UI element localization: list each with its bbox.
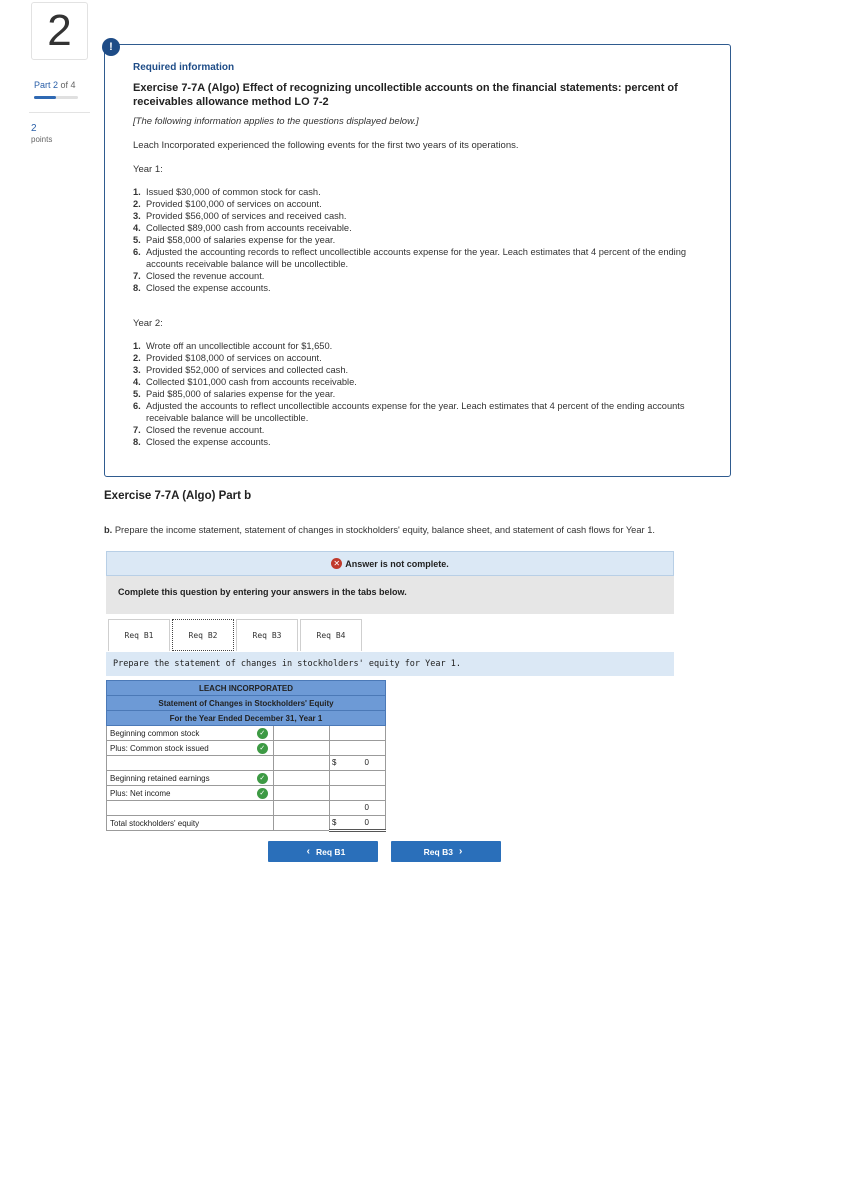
event-text: Collected $101,000 cash from accounts receivable.	[146, 377, 357, 387]
cs-issued-input[interactable]	[274, 741, 330, 756]
part-of: of 4	[60, 80, 76, 90]
year2-events	[133, 340, 708, 448]
total-equity	[330, 816, 386, 831]
points-label: points	[31, 135, 53, 144]
statement-period: For the Year Ended December 31, Year 1	[107, 711, 386, 726]
event-text: Closed the expense accounts.	[146, 437, 271, 447]
event-text: Collected $89,000 cash from accounts receivable.	[146, 223, 352, 233]
event-number: 2.	[133, 199, 141, 209]
part-instruction	[104, 525, 655, 535]
cs-subtotal	[330, 756, 386, 771]
event-item	[133, 376, 708, 388]
event-item	[133, 388, 708, 400]
event-item	[133, 364, 708, 376]
year1-events	[133, 186, 708, 294]
event-number: 2.	[133, 353, 141, 363]
event-number: 8.	[133, 283, 141, 293]
info-intro: Leach Incorporated experienced the following events for the first two years of its operations.	[133, 140, 519, 151]
tab-req-b2[interactable]: Req B2	[172, 619, 234, 651]
row-label-net-income[interactable]: Plus: Net income	[107, 786, 252, 801]
statement-company: LEACH INCORPORATED	[107, 681, 386, 696]
table-row	[107, 756, 386, 771]
row-label-blank[interactable]	[107, 801, 252, 816]
event-text: Paid $58,000 of salaries expense for the year.	[146, 235, 336, 245]
event-item	[133, 424, 708, 436]
panel-instruction: Prepare the statement of changes in stockholders' equity for Year 1.	[106, 652, 674, 676]
event-item	[133, 270, 708, 282]
table-row	[107, 741, 386, 756]
event-number: 4.	[133, 223, 141, 233]
event-text: Closed the expense accounts.	[146, 283, 271, 293]
event-number: 1.	[133, 187, 141, 197]
question-number: 2	[31, 2, 88, 60]
cs-subtotal-value: 0	[364, 758, 369, 767]
event-number: 7.	[133, 425, 141, 435]
event-item	[133, 186, 708, 198]
complete-message: Complete this question by entering your answers in the tabs below.	[106, 576, 674, 614]
part-progress-fill	[34, 96, 56, 99]
re-subtotal	[330, 801, 386, 816]
event-item	[133, 222, 708, 234]
total-equity-value: 0	[364, 818, 369, 827]
event-text: Provided $52,000 of services and collected cash.	[146, 365, 349, 375]
event-number: 5.	[133, 235, 141, 245]
beg-cs-input[interactable]	[274, 726, 330, 741]
event-number: 6.	[133, 247, 141, 257]
event-item	[133, 340, 708, 352]
table-row	[107, 801, 386, 816]
year1-label: Year 1:	[133, 164, 163, 175]
next-req-label: Req B3	[423, 846, 453, 857]
year2-label: Year 2:	[133, 318, 163, 329]
net-income-input[interactable]	[274, 786, 330, 801]
event-text: Wrote off an uncollectible account for $1,650.	[146, 341, 333, 351]
statement-name: Statement of Changes in Stockholders' Equity	[107, 696, 386, 711]
event-number: 6.	[133, 401, 141, 411]
points-value: 2	[31, 123, 37, 134]
exercise-title: Exercise 7-7A (Algo) Effect of recognizing uncollectible accounts on the financial statements: percent of receivables allowance method LO 7-2	[133, 82, 678, 108]
event-number: 4.	[133, 377, 141, 387]
prev-req-label: Req B1	[316, 846, 346, 857]
event-item	[133, 400, 708, 424]
event-item	[133, 436, 708, 448]
chevron-left-icon: ‹	[306, 846, 311, 857]
event-number: 5.	[133, 389, 141, 399]
dollar-sign: $	[332, 818, 337, 827]
info-note: [The following information applies to the questions displayed below.]	[133, 116, 419, 127]
table-row	[107, 816, 386, 831]
next-req-button[interactable]	[391, 841, 501, 862]
part-label: Part 2	[34, 80, 59, 90]
event-number: 3.	[133, 365, 141, 375]
re-subtotal-value: 0	[364, 803, 369, 812]
event-item	[133, 210, 708, 222]
dollar-sign: $	[332, 758, 337, 767]
event-text: Provided $56,000 of services and received cash.	[146, 211, 347, 221]
row-label-total: Total stockholders' equity	[107, 816, 252, 831]
check-icon: ✓	[257, 728, 268, 739]
chevron-right-icon: ›	[458, 846, 463, 857]
check-icon: ✓	[257, 743, 268, 754]
table-row	[107, 771, 386, 786]
required-info-heading: Required information	[133, 62, 235, 73]
prev-req-button[interactable]	[268, 841, 378, 862]
event-number: 7.	[133, 271, 141, 281]
event-text: Adjusted the accounting records to reflect uncollectible accounts expense for the year. Leach estimates that 4 percent of the ending accounts receivable balance will be uncollectible.	[146, 247, 687, 269]
event-text: Adjusted the accounts to reflect uncollectible accounts expense for the year. Leach estimates that 4 percent of the ending accounts receivable balance will be uncollectible.	[146, 401, 685, 423]
event-item	[133, 198, 708, 210]
beg-re-input[interactable]	[274, 771, 330, 786]
table-row	[107, 726, 386, 741]
alert-icon: !	[102, 38, 120, 56]
event-number: 1.	[133, 341, 141, 351]
answer-status-text: Answer is not complete.	[345, 558, 449, 569]
check-icon: ✓	[257, 788, 268, 799]
row-label-beg-cs[interactable]: Beginning common stock	[107, 726, 252, 741]
event-text: Issued $30,000 of common stock for cash.	[146, 187, 321, 197]
event-item	[133, 282, 708, 294]
event-item	[133, 246, 708, 270]
instruction-prefix: b.	[104, 525, 113, 535]
part-progress-bar	[34, 96, 78, 99]
req-tabs	[108, 619, 364, 652]
event-number: 8.	[133, 437, 141, 447]
event-text: Closed the revenue account.	[146, 271, 265, 281]
check-icon: ✓	[257, 773, 268, 784]
part-title: Exercise 7-7A (Algo) Part b	[104, 490, 252, 502]
instruction-text: Prepare the income statement, statement of changes in stockholders' equity, balance sheet, and statement of cash flows for Year 1.	[114, 525, 655, 535]
part-indicator	[34, 80, 76, 90]
tab-req-b3[interactable]: Req B3	[236, 619, 298, 651]
row-label-cs-issued[interactable]: Plus: Common stock issued	[107, 741, 252, 756]
table-row	[107, 786, 386, 801]
event-number: 3.	[133, 211, 141, 221]
row-label-blank[interactable]	[107, 756, 252, 771]
tab-req-b4[interactable]: Req B4	[300, 619, 362, 651]
event-item	[133, 352, 708, 364]
event-text: Provided $100,000 of services on account.	[146, 199, 322, 209]
event-text: Closed the revenue account.	[146, 425, 265, 435]
incorrect-icon: ✕	[331, 558, 342, 569]
equity-statement-table	[106, 680, 386, 832]
tab-req-b1[interactable]: Req B1	[108, 619, 170, 651]
event-text: Paid $85,000 of salaries expense for the year.	[146, 389, 336, 399]
row-label-beg-re[interactable]: Beginning retained earnings	[107, 771, 252, 786]
event-item	[133, 234, 708, 246]
answer-status-banner	[106, 551, 674, 576]
event-text: Provided $108,000 of services on account.	[146, 353, 322, 363]
sidebar-divider	[29, 112, 90, 113]
